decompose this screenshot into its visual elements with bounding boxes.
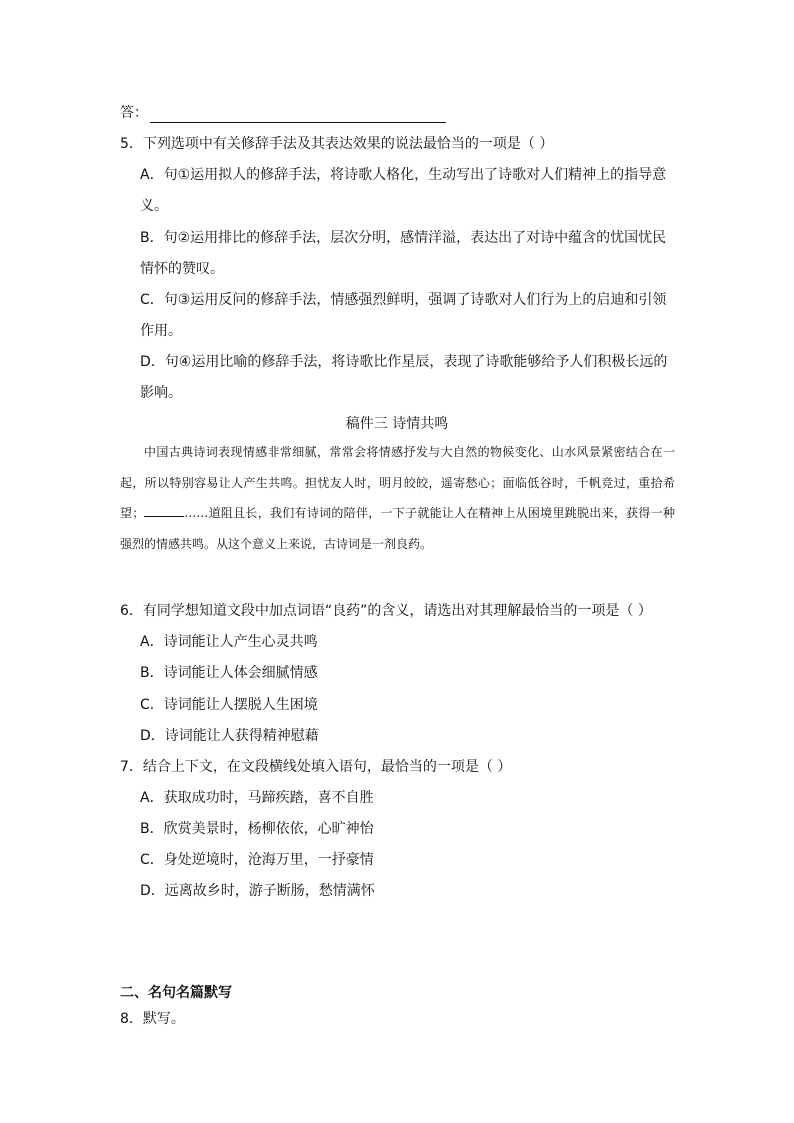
answer-blank[interactable] <box>150 106 446 123</box>
q5-option-d-line2: 影响。 <box>140 385 182 401</box>
q5-option-c-line1: C．句③运用反问的修辞手法，情感强烈鲜明，强调了诗歌对人们行为上的启迪和引领 <box>140 292 667 308</box>
q5-option-a-line1: A．句①运用拟人的修辞手法，将诗歌人格化，生动写出了诗歌对人们精神上的指导意 <box>140 167 667 183</box>
q7-stem: 7．结合上下文，在文段横线处填入语句，最恰当的一项是（ ） <box>120 759 512 775</box>
q7-option-a: A．获取成功时，马蹄疾踏，喜不自胜 <box>140 790 374 806</box>
q7-option-b: B．欣赏美景时，杨柳依依，心旷神怡 <box>140 821 374 837</box>
q5-option-c-line2: 作用。 <box>140 323 182 339</box>
q7-option-d: D．远离故乡时，游子断肠，愁情满怀 <box>140 883 375 899</box>
q5-option-b-line1: B．句②运用排比的修辞手法，层次分明，感情洋溢，表达出了对诗中蕴含的忧国忧民 <box>140 230 667 246</box>
passage-blank[interactable] <box>144 504 184 517</box>
q8-stem: 8．默写。 <box>120 1011 185 1027</box>
q6-option-d: D．诗词能让人获得精神慰藉 <box>140 728 319 744</box>
q6-option-a: A．诗词能让人产生心灵共鸣 <box>140 634 318 650</box>
draft3-passage <box>120 437 675 559</box>
q6-stem: 6．有同学想知道文段中加点词语“良药”的含义，请选出对其理解最恰当的一项是（ ） <box>120 603 652 619</box>
draft3-title: 稿件三 诗情共鸣 <box>345 416 449 432</box>
passage-part2: ……道阻且长，我们有诗词的陪伴，一下子就能让人在精神上从困境里跳脱出来，获得一种强烈的情感共鸣。从这个意义上来说，古诗词是一剂良药。 <box>120 506 675 551</box>
q6-option-c: C．诗词能让人摆脱人生困境 <box>140 697 318 713</box>
answer-line <box>120 103 446 123</box>
q5-stem: 5．下列选项中有关修辞手法及其表达效果的说法最恰当的一项是（ ） <box>120 136 554 152</box>
q5-option-a-line2: 义。 <box>140 198 168 214</box>
q6-option-b: B．诗词能让人体会细腻情感 <box>140 665 318 681</box>
q5-option-d-line1: D．句④运用比喻的修辞手法，将诗歌比作星辰，表现了诗歌能够给予人们积极长远的 <box>140 354 668 370</box>
q5-option-b-line2: 情怀的赞叹。 <box>140 261 224 277</box>
q7-option-c: C．身处逆境时，沧海万里，一抒豪情 <box>140 852 374 868</box>
section2-heading: 二、名句名篇默写 <box>120 985 232 1001</box>
passage-part1: 中国古典诗词表现情感非常细腻，常常会将情感抒发与大自然的物候变化、山水风景紧密结合在一起，所以特别容易让人产生共鸣。担忧友人时，明月皎皎，遥寄愁心；面临低谷时，千帆竞过，重拾希望； <box>120 445 675 520</box>
answer-label: 答： <box>120 105 148 121</box>
